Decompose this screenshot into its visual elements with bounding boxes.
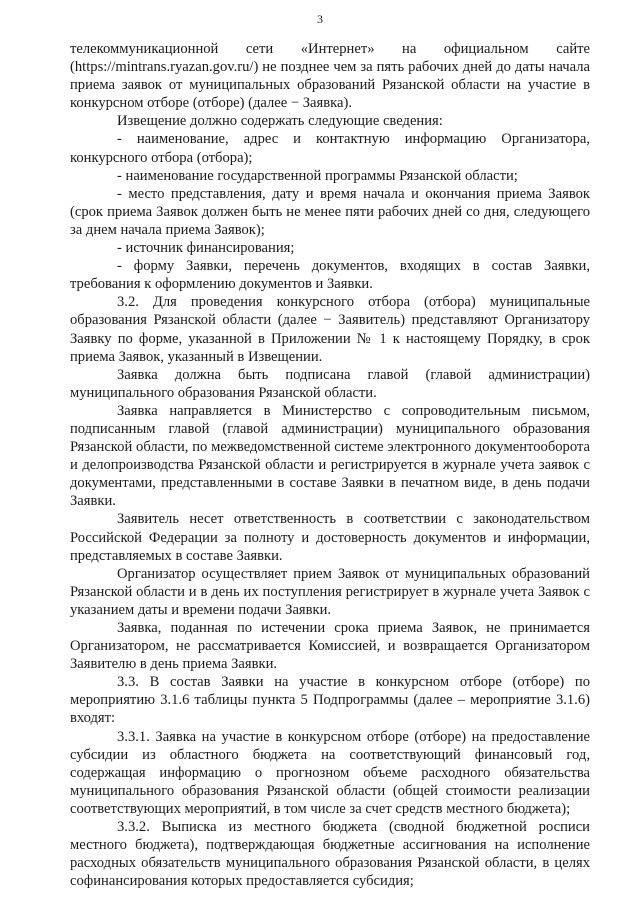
list-item-application-form: - форму Заявки, перечень документов, входящих в состав Заявки, требования к оформлению документов и Заявки. [70,258,590,293]
paragraph-responsibility: Заявитель несет ответственность в соответствии с законодательством Российской Федерации за полноту и достоверность документов и информации, представляемых в составе Заявки. [70,511,590,564]
paragraph-3-3: 3.3. В состав Заявки на участие в конкурсном отборе (отборе) по мероприятию 3.1.6 таблицы пункта 5 Подпрограммы (далее – мероприятие 3.1.6) входят: [70,674,590,727]
paragraph-late-applications: Заявка, поданная по истечении срока приема Заявок, не принимается Организатором, не рассматривается Комиссией, и возвращается Организатором Заявителю в день приема Заявки. [70,620,590,673]
paragraph-submission: Заявка направляется в Министерство с сопроводительным письмом, подписанным главой (главой администрации) муниципального образования Рязанской области, по межведомственной системе электронного документооборота и делопроизводства Рязанской области и регистрируется в журнале учета заявок с документами, представленными в составе Заявки в печатном виде, в день подачи Заявки. [70,402,590,510]
paragraph-notice-contents: Извещение должно содержать следующие сведения: [117,113,443,130]
list-item-funding-source: - источник финансирования; [117,240,295,257]
paragraph-3-2: 3.2. Для проведения конкурсного отбора (отбора) муниципальные образования Рязанской области (далее − Заявитель) представляют Организатору Заявку по форме, указанной в Приложении № 1 к настоящему Порядку, в срок приема Заявок, указанный в Извещении. [70,294,590,365]
list-item-submission-place-dates: - место представления, дату и время начала и окончания приема Заявок (срок приема Заявок должен быть не менее пяти рабочих дней со дня, следующего за днем начала приема Заявок); [70,185,590,238]
paragraph-3-3-2: 3.3.2. Выписка из местного бюджета (сводной бюджетной росписи местного бюджета), подтверждающая бюджетные ассигнования на исполнение расходных обязательств муниципального образования Рязанской области, в целях софинансирования которых предоставляется субсидия; [70,819,590,890]
paragraph-organizer-receipt: Организатор осуществляет прием Заявок от муниципальных образований Рязанской области и в день их поступления регистрирует в журнале учета Заявок с указанием даты и времени подачи Заявки. [70,565,590,618]
list-item-program-name: - наименование государственной программы Рязанской области; [117,167,518,184]
document-body [70,40,590,890]
paragraph-continuation-website: телекоммуникационной сети «Интернет» на официальном сайте (https://mintrans.ryazan.gov.ru/) не позднее чем за пять рабочих дней до даты начала приема заявок от муниципальных образований Рязанской области на участие в конкурсном отборе (отборе) (далее − Заявка). [70,41,590,112]
page-number: 3 [317,12,323,26]
list-item-organizer-info: - наименование, адрес и контактную информацию Организатора, конкурсного отбора (отбора); [70,131,590,166]
paragraph-3-3-1: 3.3.1. Заявка на участие в конкурсном отборе (отборе) на предоставление субсидии из областного бюджета на соответствующий финансовый год, содержащая информацию о прогнозном объеме расходного обязательства муниципального образования Рязанской области (общей стоимости реализации соответствующих мероприятий, в том числе за счет средств местного бюджета); [70,728,590,817]
paragraph-signature: Заявка должна быть подписана главой (главой администрации) муниципального образования Рязанской области. [70,366,590,401]
